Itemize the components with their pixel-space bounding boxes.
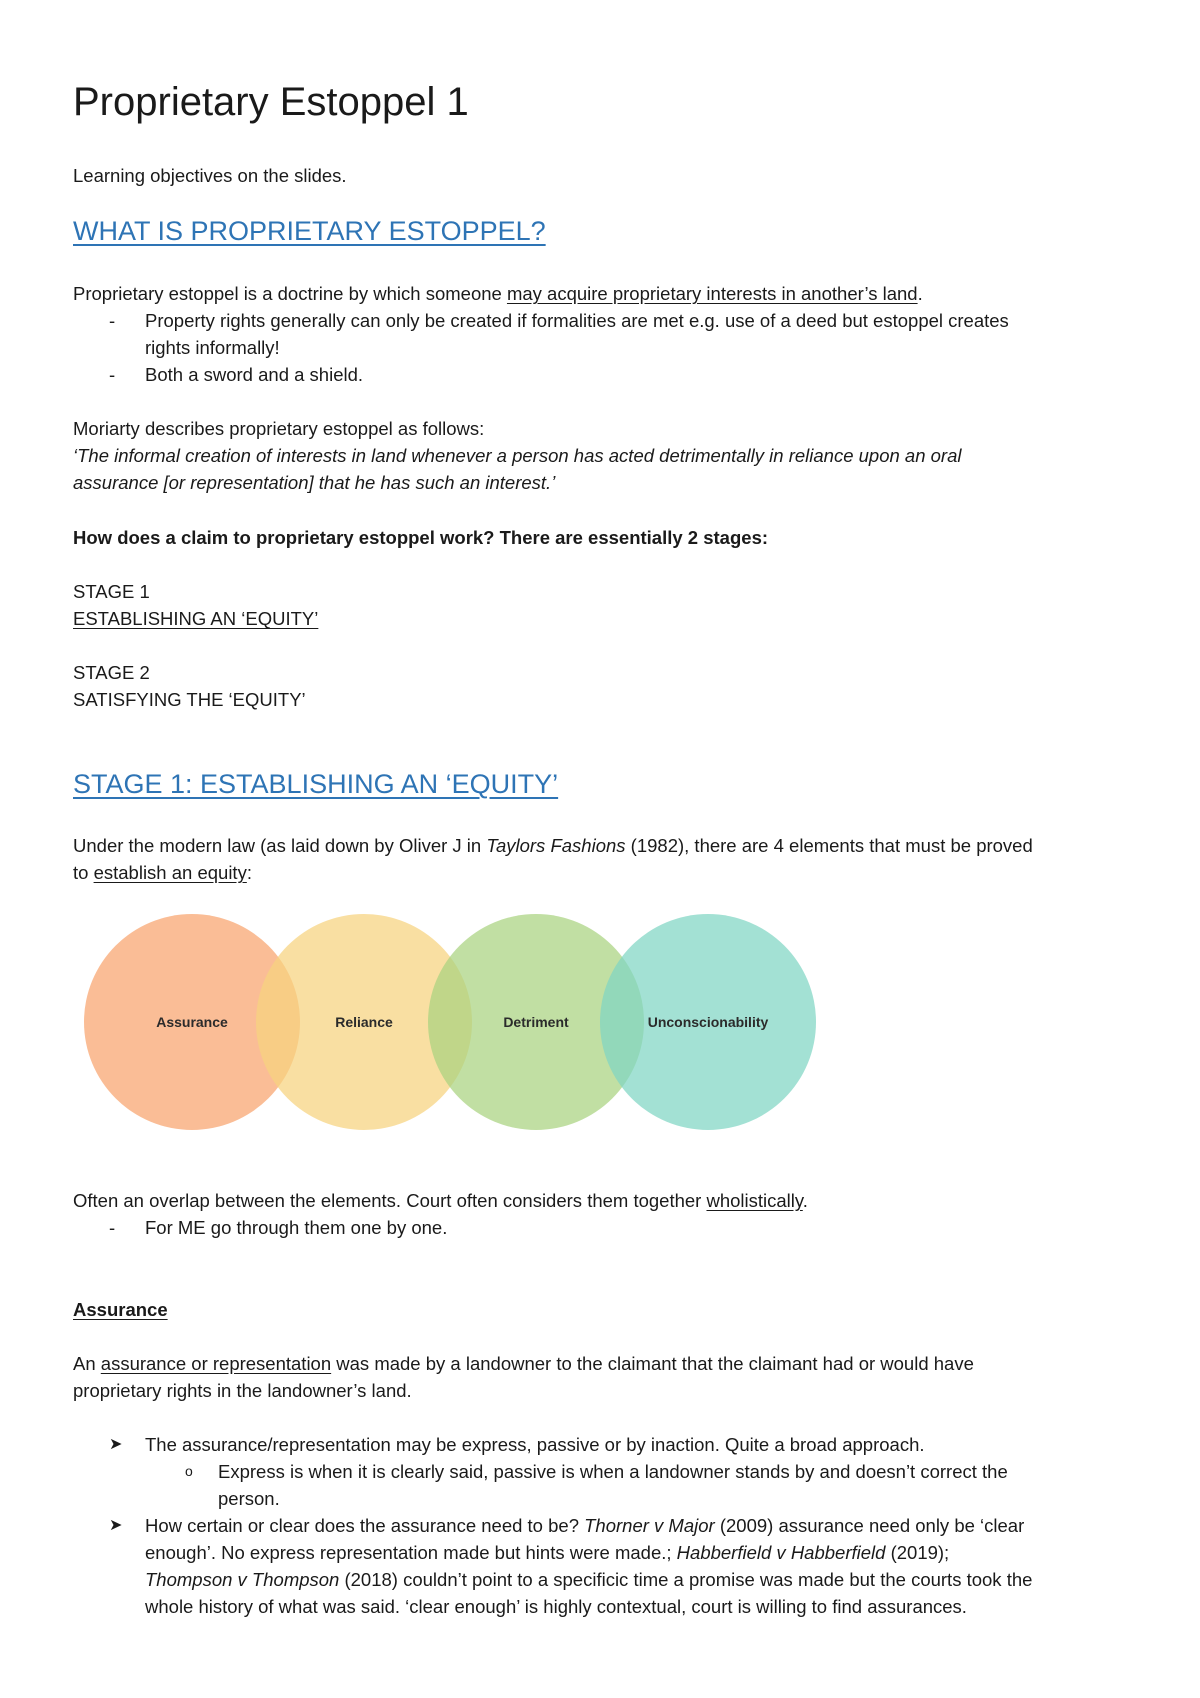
definition-end: .	[917, 283, 923, 304]
venn-label-detriment: Detriment	[503, 1014, 569, 1030]
establish-equity-underlined: establish an equity	[93, 862, 247, 883]
bullet-text: rights informally!	[145, 337, 280, 358]
assurance-definition-line-2: proprietary rights in the landowner’s land.	[73, 1380, 412, 1401]
modern-law-text: to	[73, 862, 94, 883]
assurance-heading: Assurance	[73, 1299, 168, 1320]
definition-underlined: may acquire proprietary interests in another’s land	[506, 283, 918, 304]
assurance-definition-line-1	[73, 1350, 974, 1377]
case-name: Habberfield v Habberfield	[676, 1542, 886, 1563]
sub-bullet-text: Express is when it is clearly said, passive is when a landowner stands by and doesn’t correct the	[218, 1461, 1008, 1482]
case-name: Taylors Fashions	[486, 835, 626, 856]
sub-bullet-text: person.	[218, 1488, 280, 1509]
bullet-text: (2009) assurance need only be ‘clear	[714, 1515, 1025, 1536]
bullet-text: (2018) couldn’t point to a specificic time a promise was made but the courts took the	[339, 1569, 1033, 1590]
modern-law-line-1	[73, 832, 1033, 859]
dash-bullet: -	[109, 1217, 116, 1238]
intro-text: Learning objectives on the slides.	[73, 165, 347, 186]
arrow-bullet-icon: ➤	[109, 1517, 123, 1534]
overlap-paragraph	[73, 1187, 808, 1214]
wholistically-underlined: wholistically	[706, 1190, 803, 1211]
definition-text: Proprietary estoppel is a doctrine by which someone	[73, 283, 507, 304]
assurance-text: An	[73, 1353, 101, 1374]
elements-venn-diagram	[70, 902, 830, 1142]
bullet-text: Property rights generally can only be created if formalities are met e.g. use of a deed but estoppel creates	[145, 310, 1009, 331]
venn-label-reliance: Reliance	[335, 1014, 393, 1030]
arrow-bullet-icon: ➤	[109, 1436, 123, 1453]
bullet-text: The assurance/representation may be express, passive or by inaction. Quite a broad approach.	[145, 1434, 925, 1455]
stage2-label: STAGE 2	[73, 662, 150, 683]
modern-law-text: Under the modern law (as laid down by Oliver J in	[73, 835, 487, 856]
case-name: Thorner v Major	[584, 1515, 715, 1536]
stage1-text: ESTABLISHING AN ‘EQUITY’	[73, 608, 319, 629]
dash-bullet: -	[109, 310, 116, 331]
section-heading-stage1: STAGE 1: ESTABLISHING AN ‘EQUITY’	[73, 769, 559, 799]
modern-law-text: (1982), there are 4 elements that must be proved	[625, 835, 1033, 856]
bullet-text: whole history of what was said. ‘clear enough’ is highly contextual, court is willing to find assurances.	[145, 1596, 967, 1617]
bullet-text: (2019);	[885, 1542, 950, 1563]
stage1-label: STAGE 1	[73, 581, 150, 602]
moriarty-quote-line-1: ‘The informal creation of interests in land whenever a person has acted detrimentally in reliance upon an oral	[73, 445, 962, 466]
overlap-text: .	[802, 1190, 808, 1211]
assurance-text: was made by a landowner to the claimant that the claimant had or would have	[331, 1353, 974, 1374]
venn-label-assurance: Assurance	[156, 1014, 228, 1030]
modern-law-text: :	[246, 862, 252, 883]
modern-law-line-2	[73, 859, 252, 886]
bullet-text: For ME go through them one by one.	[145, 1217, 448, 1238]
circle-bullet-icon: o	[185, 1463, 193, 1479]
stages-question: How does a claim to proprietary estoppel work? There are essentially 2 stages:	[73, 527, 769, 548]
section-heading-what-is: WHAT IS PROPRIETARY ESTOPPEL?	[73, 216, 546, 246]
bullet-text: How certain or clear does the assurance need to be?	[145, 1515, 585, 1536]
stage2-text: SATISFYING THE ‘EQUITY’	[73, 689, 306, 710]
moriarty-quote-line-2: assurance [or representation] that he has such an interest.’	[73, 472, 556, 493]
dash-bullet: -	[109, 364, 116, 385]
page-title: Proprietary Estoppel 1	[73, 80, 469, 124]
overlap-text: Often an overlap between the elements. Court often considers them together	[73, 1190, 707, 1211]
moriarty-intro: Moriarty describes proprietary estoppel as follows:	[73, 418, 485, 439]
bullet-text: enough’. No express representation made but hints were made.;	[145, 1542, 677, 1563]
venn-label-unconscionability: Unconscionability	[647, 1014, 769, 1030]
bullet-text: Both a sword and a shield.	[145, 364, 364, 385]
definition-paragraph	[73, 280, 923, 307]
case-name: Thompson v Thompson	[145, 1569, 340, 1590]
assurance-underlined: assurance or representation	[100, 1353, 332, 1374]
